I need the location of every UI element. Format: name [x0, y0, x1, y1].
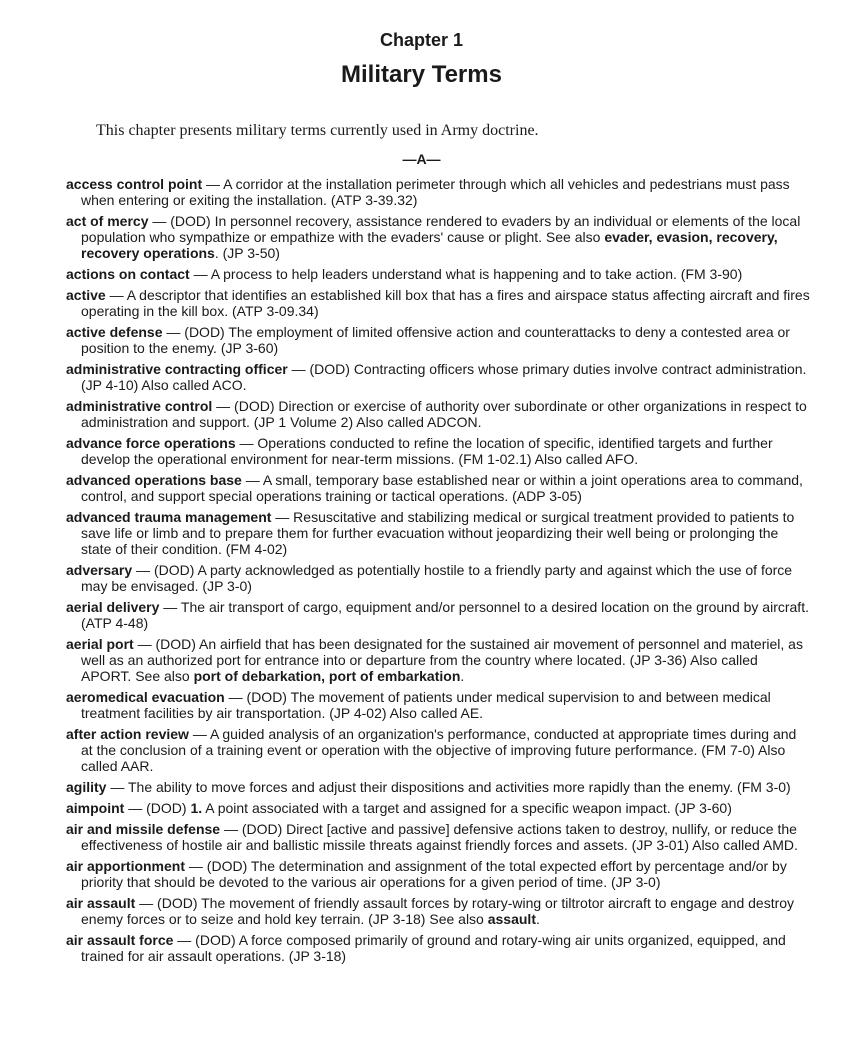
- glossary-term: act of mercy: [66, 213, 149, 229]
- glossary-term: air apportionment: [66, 858, 186, 874]
- glossary-term: active defense: [66, 324, 163, 340]
- glossary-definition: — (DOD) The employment of limited offensive action and counterattacks to deny a contested area or position to the enemy. (JP 3-60): [81, 324, 790, 356]
- glossary-entry: [66, 266, 811, 282]
- glossary-definition: — A process to help leaders understand what is happening and to take action. (FM 3-90): [189, 266, 743, 282]
- glossary-entry: [66, 509, 811, 557]
- glossary-entry: [66, 726, 811, 774]
- glossary-term: agility: [66, 779, 107, 795]
- glossary-entry: [66, 800, 811, 816]
- glossary-term: after action review: [66, 726, 189, 742]
- glossary-term: aerial port: [66, 636, 134, 652]
- glossary-definition: — (DOD) A force composed primarily of ground and rotary-wing air units organized, equipped, and trained for air assault operations. (JP 3-18): [81, 932, 786, 964]
- glossary-term: administrative control: [66, 398, 213, 414]
- glossary-entry: [66, 176, 811, 208]
- glossary-entry: [66, 779, 811, 795]
- cross-reference: 1.: [190, 800, 203, 816]
- glossary-definition-tail: . (JP 3-50): [214, 245, 280, 261]
- glossary-term: active: [66, 287, 106, 303]
- glossary-entry: [66, 689, 811, 721]
- glossary-term: aeromedical evacuation: [66, 689, 225, 705]
- section-letter: —A—: [402, 151, 441, 167]
- glossary-entry: [66, 472, 811, 504]
- glossary-term: advanced operations base: [66, 472, 242, 488]
- cross-reference: evader, evasion, recovery, recovery operations: [81, 229, 778, 261]
- glossary-term: administrative contracting officer: [66, 361, 288, 377]
- glossary-definition: — (DOD) An airfield that has been designated for the sustained air movement of personnel and materiel, as well as an authorized port for entrance into or departure from the country where located. (JP 3-36) Also called APORT. See also: [81, 636, 803, 684]
- glossary-definition-tail: .: [535, 911, 540, 927]
- glossary-definition: — The air transport of cargo, equipment and/or personnel to a desired location on the ground by aircraft. (ATP 4-48): [81, 599, 809, 631]
- glossary-term: air assault: [66, 895, 136, 911]
- glossary-entry: [66, 287, 811, 319]
- glossary-definition: — Resuscitative and stabilizing medical or surgical treatment provided to patients to save life or limb and to prepare them for further evacuation without jeopardizing their well being or prolonging the state of their condition. (FM 4-02): [81, 509, 795, 557]
- glossary-entry: [66, 858, 811, 890]
- glossary-entry: [66, 213, 811, 261]
- glossary-definition: — (DOD) The movement of patients under medical supervision to and between medical treatment facilities by air transportation. (JP 4-02) Also called AE.: [81, 689, 771, 721]
- page-title: Military Terms: [341, 61, 502, 88]
- glossary-definition-tail: A point associated with a target and assigned for a specific weapon impact. (JP 3-60): [202, 800, 732, 816]
- glossary-definition: — The ability to move forces and adjust their dispositions and activities more rapidly than the enemy. (FM 3-0): [106, 779, 791, 795]
- cross-reference: assault: [487, 911, 536, 927]
- glossary-definition: — (DOD) The movement of friendly assault forces by rotary-wing or tiltrotor aircraft to engage and destroy enemy forces or to seize and hold key terrain. (JP 3-18) See also: [81, 895, 795, 927]
- glossary-definition: — (DOD) In personnel recovery, assistance rendered to evaders by an individual or elements of the local population who sympathize or empathize with the evaders' cause or plight. See also: [81, 213, 801, 245]
- glossary-entries: [66, 176, 811, 969]
- glossary-definition: — (DOD) Direct [active and passive] defensive actions taken to destroy, nullify, or reduce the effectiveness of hostile air and ballistic missile threats against friendly forces and assets. (JP 3-01) Also called AMD.: [81, 821, 798, 853]
- glossary-entry: [66, 361, 811, 393]
- glossary-term: adversary: [66, 562, 133, 578]
- glossary-entry: [66, 932, 811, 964]
- glossary-term: actions on contact: [66, 266, 190, 282]
- glossary-definition: — A descriptor that identifies an established kill box that has a fires and airspace status affecting aircraft and fires operating in the kill box. (ATP 3-09.34): [81, 287, 810, 319]
- glossary-entry: [66, 636, 811, 684]
- chapter-heading: Chapter 1: [379, 30, 464, 50]
- glossary-definition: — (DOD) The determination and assignment of the total expected effort by percentage and/or by priority that should be devoted to the various air operations for a given period of time. (JP 3-0): [81, 858, 787, 890]
- glossary-term: advance force operations: [66, 435, 236, 451]
- glossary-term: air assault force: [66, 932, 174, 948]
- glossary-definition: — (DOD) Direction or exercise of authority over subordinate or other organizations in respect to administration and support. (JP 1 Volume 2) Also called ADCON.: [81, 398, 807, 430]
- glossary-term: air and missile defense: [66, 821, 221, 837]
- glossary-definition: — (DOD) Contracting officers whose primary duties involve contract administration. (JP 4-10) Also called ACO.: [81, 361, 807, 393]
- glossary-definition: — A guided analysis of an organization's performance, conducted at appropriate times during and at the conclusion of a training event or operation with the objective of improving future performance. (FM 7-0) Also called AAR.: [81, 726, 797, 774]
- glossary-entry: [66, 821, 811, 853]
- glossary-term: access control point: [66, 176, 203, 192]
- glossary-definition: — A small, temporary base established near or within a joint operations area to command, control, and support special operations training or tactical operations. (ADP 3-05): [81, 472, 803, 504]
- glossary-term: advanced trauma management: [66, 509, 272, 525]
- glossary-entry: [66, 599, 811, 631]
- glossary-entry: [66, 895, 811, 927]
- cross-reference: port of debarkation, port of embarkation: [193, 668, 461, 684]
- glossary-entry: [66, 324, 811, 356]
- glossary-definition: — (DOD): [124, 800, 191, 816]
- glossary-definition-tail: .: [460, 668, 465, 684]
- glossary-definition: — (DOD) A party acknowledged as potentially hostile to a friendly party and against which the use of force may be envisaged. (JP 3-0): [81, 562, 793, 594]
- glossary-term: aerial delivery: [66, 599, 160, 615]
- glossary-entry: [66, 398, 811, 430]
- glossary-entry: [66, 562, 811, 594]
- intro-paragraph: This chapter presents military terms currently used in Army doctrine.: [96, 122, 539, 139]
- glossary-definition: — Operations conducted to refine the location of specific, identified targets and further develop the operational environment for near-term missions. (FM 1-02.1) Also called AFO.: [81, 435, 773, 467]
- glossary-definition: — A corridor at the installation perimeter through which all vehicles and pedestrians must pass when entering or exiting the installation. (ATP 3-39.32): [81, 176, 790, 208]
- glossary-term: aimpoint: [66, 800, 125, 816]
- glossary-entry: [66, 435, 811, 467]
